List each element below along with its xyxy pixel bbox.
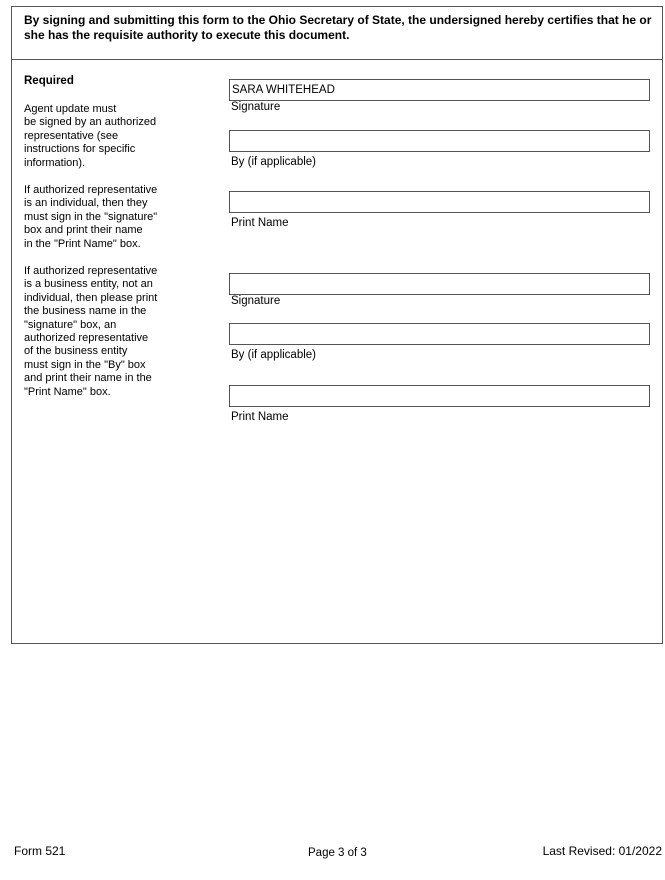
signature-label-1: Signature — [231, 101, 281, 113]
form-number: Form 521 — [14, 844, 66, 858]
by-label-2: By (if applicable) — [231, 349, 317, 361]
by-field-1[interactable] — [229, 130, 650, 152]
by-field-2[interactable] — [229, 323, 650, 345]
certification-text: By signing and submitting this form to the Ohio Secretary of State, the undersigned hereby certifies that he or she has the requisite authority to execute this document. — [24, 13, 652, 42]
signature-field-1[interactable] — [229, 79, 650, 101]
last-revised: Last Revised: 01/2022 — [542, 844, 662, 858]
signature-field-2[interactable] — [229, 273, 650, 295]
divider — [11, 59, 663, 60]
required-heading: Required — [24, 75, 74, 87]
print-name-label-1: Print Name — [231, 217, 289, 229]
signature-label-2: Signature — [231, 295, 281, 307]
instruction-paragraph-3: If authorized representative is a business entity, not an individual, then please print the business name in the "signature" box, an authorized representative of the business entity must sign in the "By" box and print their name in the "Print Name" box. — [24, 265, 158, 398]
print-name-label-2: Print Name — [231, 411, 289, 423]
page-number: Page 3 of 3 — [308, 847, 367, 859]
instruction-paragraph-1: Agent update must be signed by an authorized representative (see instructions for specific information). — [24, 103, 157, 169]
print-name-field-2[interactable] — [229, 385, 650, 407]
print-name-field-1[interactable] — [229, 191, 650, 213]
by-label-1: By (if applicable) — [231, 156, 317, 168]
instruction-paragraph-2: If authorized representative is an individual, then they must sign in the "signature" box and print their name in the "Print Name" box. — [24, 184, 158, 250]
